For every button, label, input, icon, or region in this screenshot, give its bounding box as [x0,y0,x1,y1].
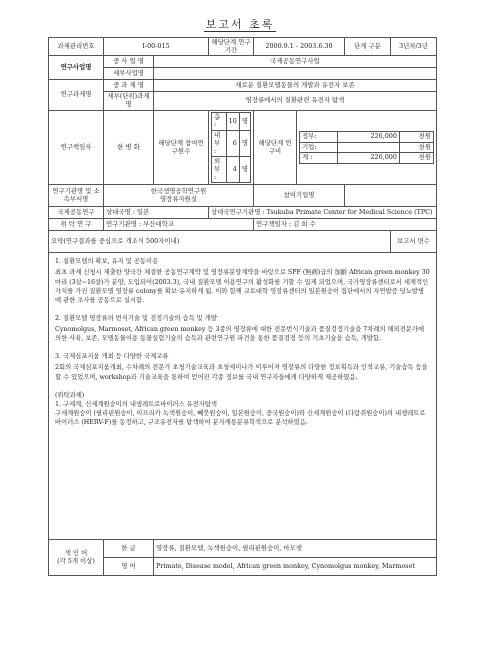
company-value [345,185,437,207]
project-detail-label: 세부사업명 [104,68,154,80]
row-summary-body [49,253,437,540]
stage-value: 3년차/3년 [391,38,437,56]
corp-cost [338,142,400,153]
research-label: 연구과제명 [49,80,104,110]
consign-leader: 연구책임자 : 김 희 수 [254,219,437,231]
leader-name: 한 병 화 [104,110,154,185]
inside-count: 6 [226,131,239,157]
gov-cost: 226,000 [338,131,400,142]
intl-country: 상대국명 : 일본 [104,207,209,219]
row-keywords-ko [49,540,437,558]
row-research-main [49,80,437,92]
pages-label: 보고서 면수 [391,231,437,253]
institution-label: 연구기관명 및 소속부서명 [49,185,104,207]
cost-label: 해당단계 연구비 [254,110,297,185]
project-label: 연구사업명 [49,56,104,80]
keywords-ko-label: 한 글 [104,540,154,558]
company-label: 참여기업명 [254,185,345,207]
sum-cost: 226,000 [338,153,400,164]
row-research-detail [49,92,437,110]
leader-label: 연구책임자 [49,110,104,185]
summary-item: 2. 질환모델 영장류의 번식기술 및 검정기술의 습득 및 개발 Cynomolgus, Marmoset, African green monkey 등 3종의 영장류에 대한 전문번식기술과 품질검정기술을 7차례의 해외전문가에 의한 사육, 보존, 모델동물이용 동물실험기술의 습득과 관련연구원 파견을 통한 품질검정 등의 기초기술을 습득, 개발함. [55,314,425,343]
total-count: 10 [226,112,239,130]
research-detail: 영장류에서의 질환관련 유전자 탐색 [154,92,437,110]
row-summary-header [49,231,437,253]
intl-inst: 상대국연구기관명 : Tsukuba Primate Center for Medical Science (TPC) [209,207,437,219]
consign-summary: (위탁과제) 1. 구세계, 신세계원숭이의 내생레트로바이러스 유전자탐색 구세계원숭이 (필리핀원숭이, 아프리카 녹색원숭이, 빼붓원숭이, 일본원숭이, 중국원숭이)와 신세계원숭이 (다람쥐원숭이)의 내생레트로바이러스 (HERV-F)를 동정하고, 구조유전자를 탐색하여 분자계통분류학적으로 분석하였음. [55,391,426,426]
outside-count: 4 [226,157,239,183]
summary-body [49,253,437,540]
summary-label: 요약(연구결과를 중심으로 개조식 500자이내) [49,231,391,253]
task-no: I-00-015 [104,38,209,56]
keywords-en: Primate, Disease model, African green monkey, Cynomolgus monkey, Marmoset [154,558,437,576]
keywords-label: 색 인 어 (각 5개 이상) [49,540,104,576]
row-intl [49,207,437,219]
participants-counts: 총 : 10 명 내부 : 6 명 외부 : 4 명 [209,110,254,185]
consign-label: 위 탁 연 구 [49,219,104,231]
summary-item: 1. 질환모델의 확보, 유지 및 공동이용 최초 과제 신청시 제출한 양국간 체결한 공동연구계약 및 영장류분양계약을 바탕으로 SPF (無病)급의 加齡 African green monkey 30마리 (3살~16살)가 분양, 도입되어(2003.3), 국내 질환모델 이용연구의 활성화를 기할 수 있게 되었으며, 국가영장류센터로서 세계적인 가치를 가진 질환모델 영장류 colony를 확보·유지하게 됨. 이와 함께 교토대학 영장류센터의 일본원숭이 집단에서의 자연발증 당뇨발병에 관한 조사를 공동으로 실시함. [55,258,430,304]
project-main-label: 중 사 업 명 [104,56,154,68]
row-institution [49,185,437,207]
participants-label: 해당단계 참여연구원수 [154,110,209,185]
project-main: 국제공동연구사업 [154,56,437,68]
research-detail-label: 세부(단위)과제명 [104,92,154,110]
research-main: 새로운 질환모델동물의 개발과 유전자 보존 [154,80,437,92]
period-label: 해당단계 연구기간 [209,38,254,56]
row-project-detail [49,68,437,80]
row-leader [49,110,437,185]
row-keywords-en [49,558,437,576]
institution-name: 한국생명공학연구원 영장류자원실 [104,185,254,207]
page-title: 보고서 초록 [205,18,275,31]
summary-item: 3. 국제심포지움 개최 등 다양한 국제교류 2회의 국제심포지움개최, 수차례의 전문가 초청기술교육과 초청세미나가 이루어져 영장류의 다양한 정보획득과 인적교류, 기술습득 등을 할 수 있었으며, workshop과 기술교육을 통하여 얻어진 각종 정보를 국내 연구자들에게 다양하게 제공하였음. [55,353,428,381]
row-project-main [49,56,437,68]
row-consign [49,219,437,231]
project-detail [154,68,437,80]
period-value: 2000.9.1 - 2003.6.30 [254,38,345,56]
intl-label: 국제공동연구 [49,207,104,219]
keywords-en-label: 영 어 [104,558,154,576]
task-no-label: 과제관리번호 [49,38,104,56]
keywords-ko: 영장류, 질환모델, 녹색원숭이, 필리핀원숭이, 마모셋 [154,540,437,558]
abstract-table [48,37,437,576]
stage-label: 단계 구분 [345,38,391,56]
cost-values: 정부: 226,000 천원 기업: 천원 계 : 226,000 천원 [297,110,437,185]
consign-inst: 연구기관명 : 부산대학교 [104,219,254,231]
row-task-info [49,38,437,56]
research-main-label: 중 과 제 명 [104,80,154,92]
